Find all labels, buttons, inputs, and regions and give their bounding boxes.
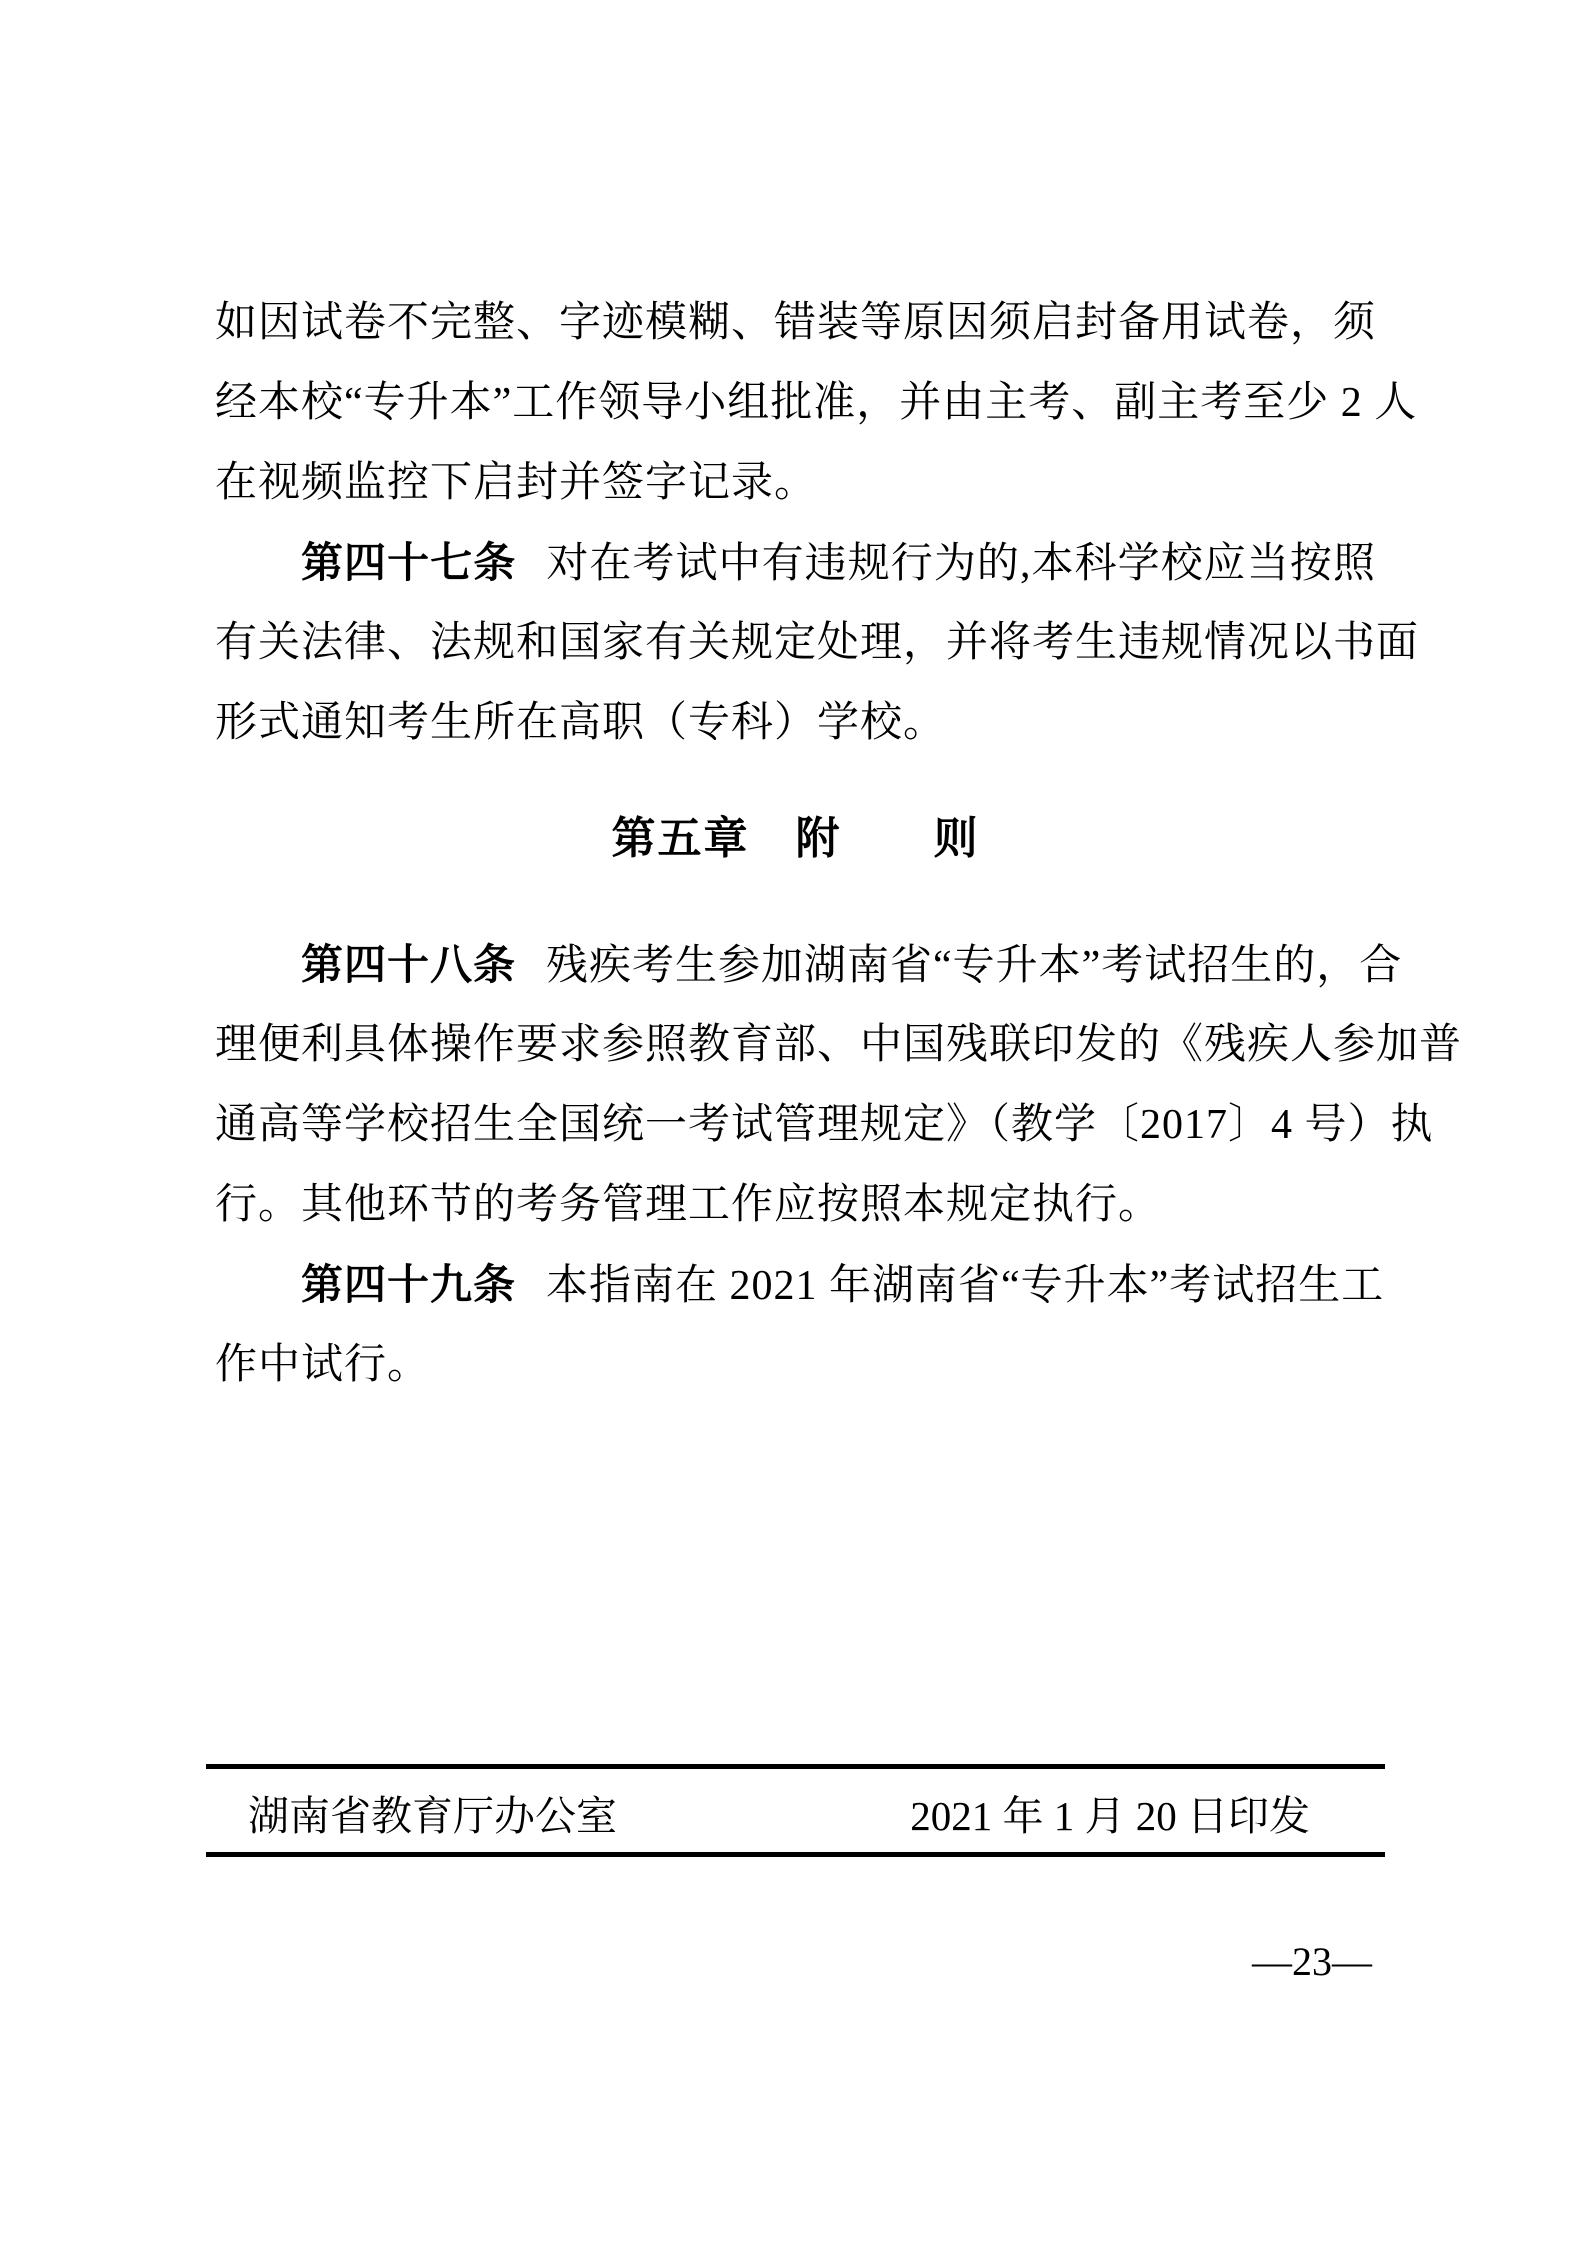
chapter-heading: 第五章 附 则 — [611, 814, 980, 863]
body-text-block — [215, 283, 1463, 1405]
body-line — [215, 1245, 1385, 1325]
body-line — [215, 1165, 1376, 1245]
body-text: 本指南在 2021 年湖南省“专升本”考试招生工 — [546, 1263, 1385, 1309]
body-text: 通高等学校招生全国统一考试管理规定》（教学〔2017〕4 号）执 — [215, 1102, 1434, 1148]
body-text: 理便利具体操作要求参照教育部、中国残联印发的《残疾人参加普 — [215, 1022, 1463, 1068]
body-line — [215, 523, 1376, 603]
body-text: 形式通知考生所在高职（专科）学校。 — [215, 700, 947, 746]
body-text: 残疾考生参加湖南省“专升本”考试招生的，合 — [546, 943, 1403, 989]
footer-rule-bottom — [206, 1852, 1385, 1857]
body-line — [215, 603, 1420, 683]
body-line — [215, 443, 1376, 523]
body-line — [215, 683, 1376, 763]
body-text: 对在考试中有违规行为的,本科学校应当按照 — [546, 541, 1376, 587]
page-number: —23— — [1252, 1939, 1372, 1984]
body-text: 有关法律、法规和国家有关规定处理，并将考生违规情况以书面 — [215, 620, 1420, 666]
footer-issuer: 湖南省教育厅办公室 — [248, 1793, 617, 1839]
article-number: 第四十七条 — [301, 539, 517, 586]
body-line — [215, 363, 1418, 443]
footer-issue-date: 2021 年 1 月 20 日印发 — [910, 1793, 1310, 1839]
body-text: 在视频监控下启封并签字记录。 — [215, 460, 818, 506]
document-footer — [206, 1764, 1385, 1857]
body-line — [215, 283, 1376, 363]
article-number: 第四十九条 — [301, 1261, 517, 1308]
body-line — [215, 925, 1403, 1005]
body-line — [215, 1325, 1376, 1405]
body-text: 如因试卷不完整、字迹模糊、错装等原因须启封备用试卷，须 — [215, 300, 1377, 346]
body-line — [215, 1085, 1434, 1165]
body-text: 行。其他环节的考务管理工作应按照本规定执行。 — [215, 1182, 1162, 1228]
body-line — [215, 1005, 1463, 1085]
body-text: 经本校“专升本”工作领导小组批准，并由主考、副主考至少 2 人 — [215, 380, 1418, 426]
article-number: 第四十八条 — [301, 941, 517, 988]
footer-text-row — [206, 1769, 1385, 1852]
body-text: 作中试行。 — [215, 1342, 431, 1388]
